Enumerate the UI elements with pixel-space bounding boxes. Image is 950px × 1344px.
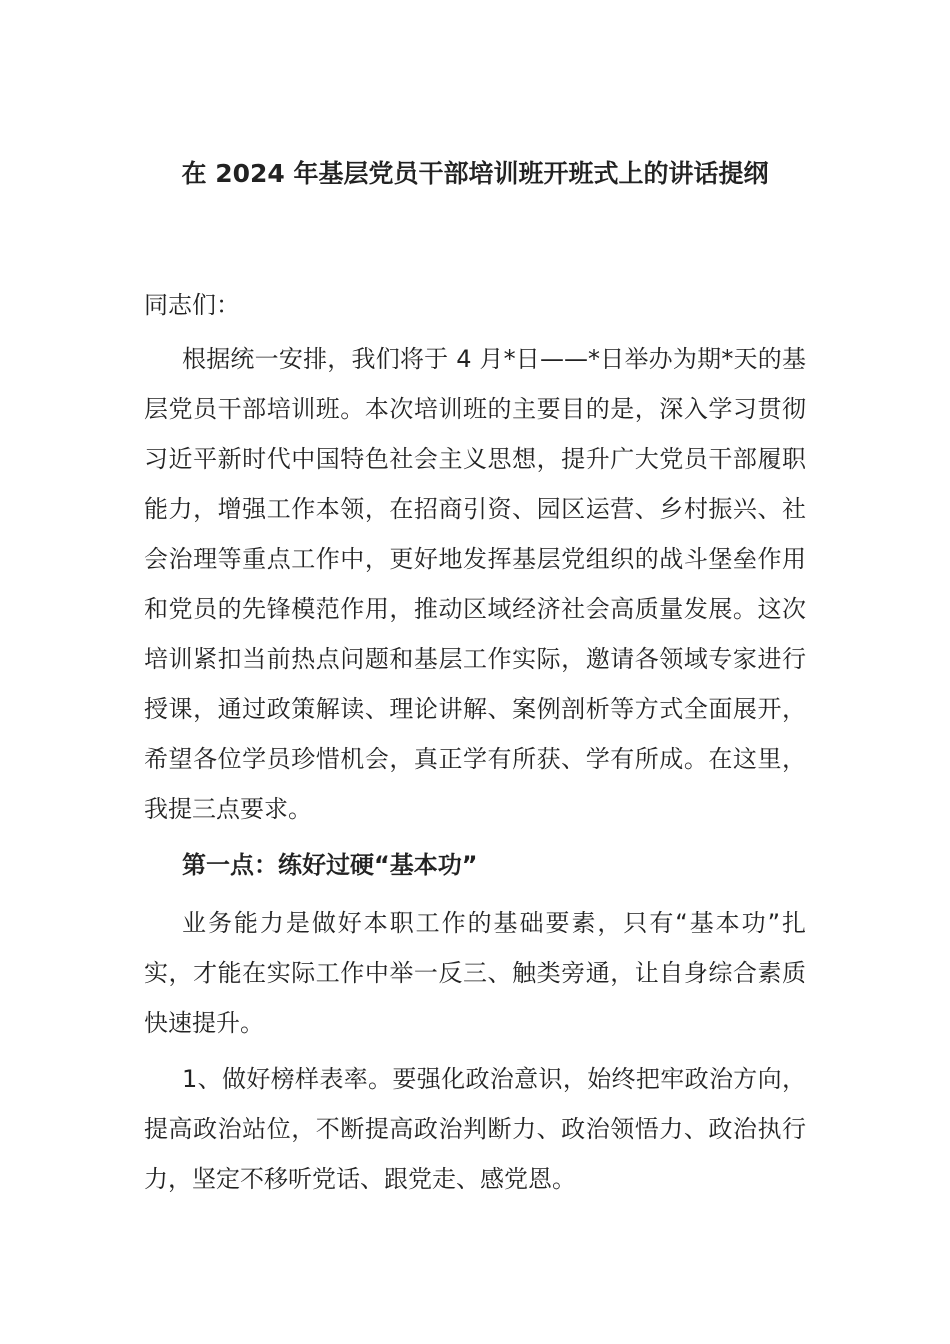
section-1-item-1-paragraph: 1、做好榜样表率。要强化政治意识，始终把牢政治方向，提高政治站位，不断提高政治判断力、政治领悟力、政治执行力，坚定不移听党话、跟党走、感党恩。 xyxy=(144,1065,806,1193)
salutation: 同志们： xyxy=(144,291,240,319)
section-1-intro-paragraph: 业务能力是做好本职工作的基础要素，只有“基本功”扎实，才能在实际工作中举一反三、触类旁通，让自身综合素质快速提升。 xyxy=(144,909,806,1037)
intro-paragraph: 根据统一安排，我们将于 4 月*日——*日举办为期*天的基层党员干部培训班。本次培训班的主要目的是，深入学习贯彻习近平新时代中国特色社会主义思想，提升广大党员干部履职能力，增强工作本领，在招商引资、园区运营、乡村振兴、社会治理等重点工作中，更好地发挥基层党组织的战斗堡垒作用和党员的先锋模范作用，推动区域经济社会高质量发展。这次培训紧扣当前热点问题和基层工作实际，邀请各领域专家进行授课，通过政策解读、理论讲解、案例剖析等方式全面展开，希望各位学员珍惜机会，真正学有所获、学有所成。在这里，我提三点要求。 xyxy=(144,345,806,823)
section-heading-1: 第一点：练好过硬“基本功” xyxy=(182,851,478,879)
document-body xyxy=(144,280,806,1210)
document-title: 在 2024 年基层党员干部培训班开班式上的讲话提纲 xyxy=(181,159,769,188)
